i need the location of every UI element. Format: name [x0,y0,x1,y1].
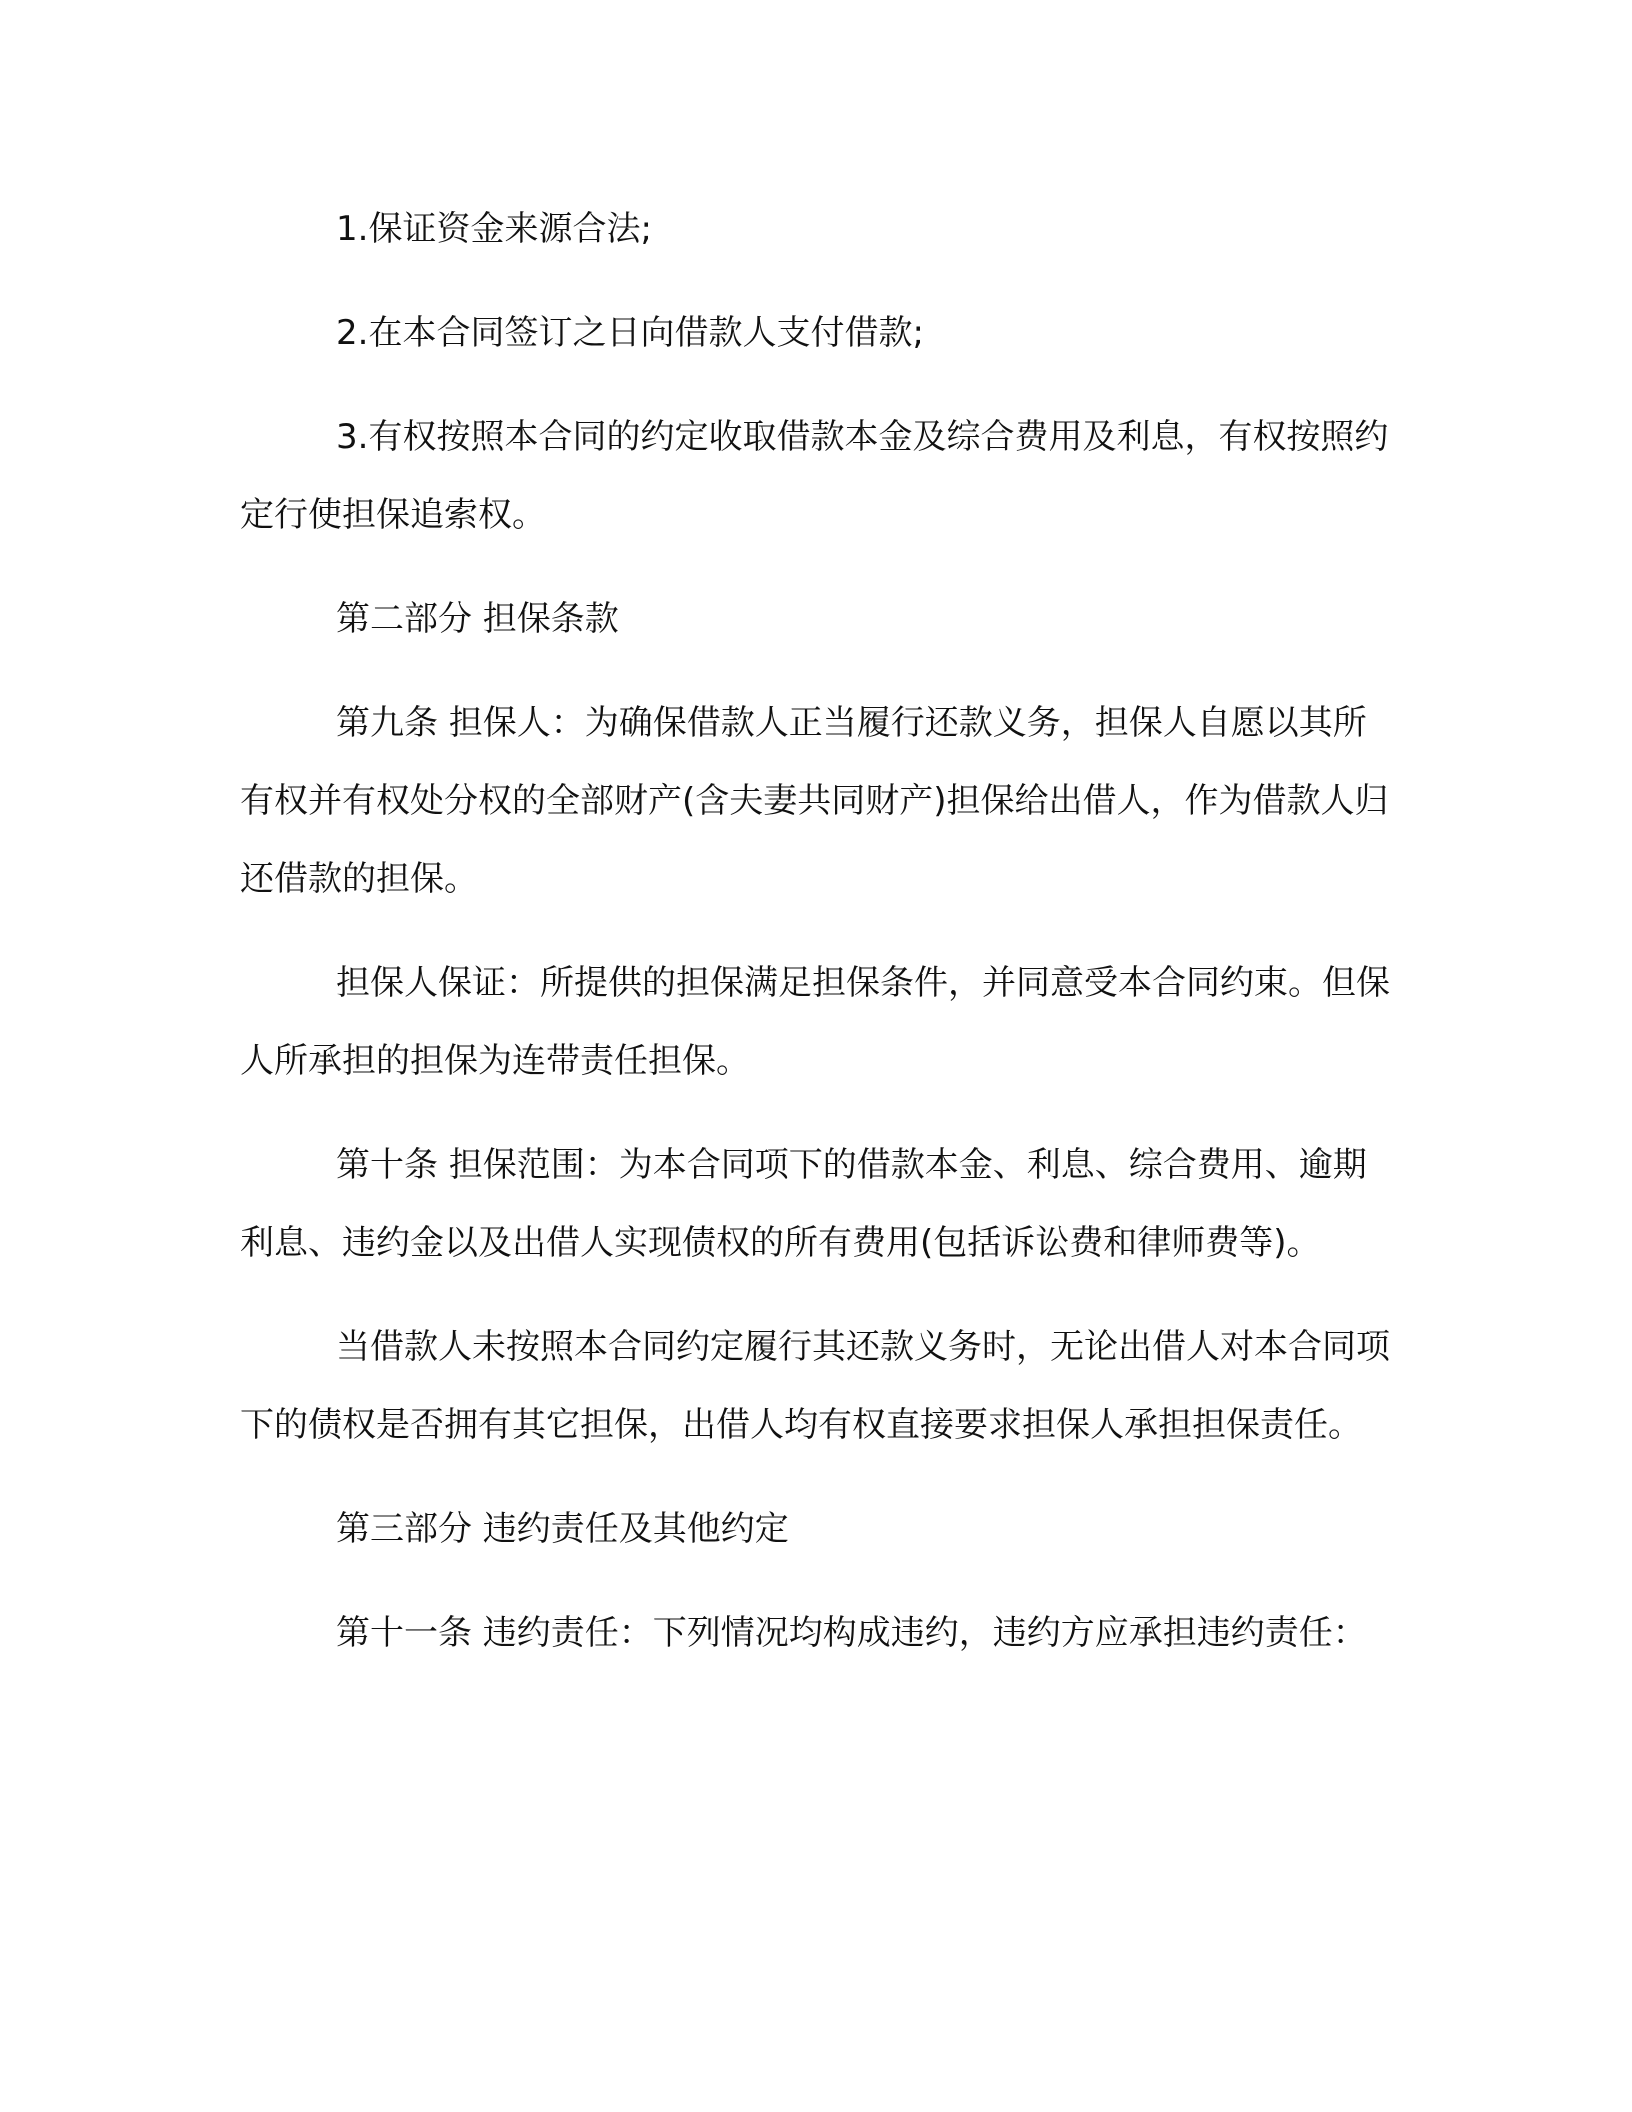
section-heading-guarantee: 第二部分 担保条款 [336,599,619,639]
lender-obligation-3: 3.有权按照本合同的约定收取借款本金及综合费用及利息，有权按照约定行使担保追索权。 [240,417,1389,535]
lender-obligation-2: 2.在本合同签订之日向借款人支付借款; [336,313,924,353]
article-9-guarantor: 第九条 担保人：为确保借款人正当履行还款义务，担保人自愿以其所有权并有权处分权的全部财产(含夫妻共同财产)担保给出借人，作为借款人归还借款的担保。 [240,703,1389,899]
article-10-guarantee-scope: 第十条 担保范围：为本合同项下的借款本金、利息、综合费用、逾期利息、违约金以及出借人实现债权的所有费用(包括诉讼费和律师费等)。 [240,1145,1367,1263]
document-body [240,190,1392,1698]
section-heading-liability: 第三部分 违约责任及其他约定 [336,1509,789,1549]
guarantor-assurance: 担保人保证：所提供的担保满足担保条件，并同意受本合同约束。但保人所承担的担保为连带责任担保。 [240,963,1390,1081]
lender-obligation-1: 1.保证资金来源合法; [336,209,652,249]
guarantee-enforcement: 当借款人未按照本合同约定履行其还款义务时，无论出借人对本合同项下的债权是否拥有其它担保，出借人均有权直接要求担保人承担担保责任。 [240,1327,1390,1445]
article-11-breach-liability: 第十一条 违约责任：下列情况均构成违约，违约方应承担违约责任： [336,1613,1367,1653]
